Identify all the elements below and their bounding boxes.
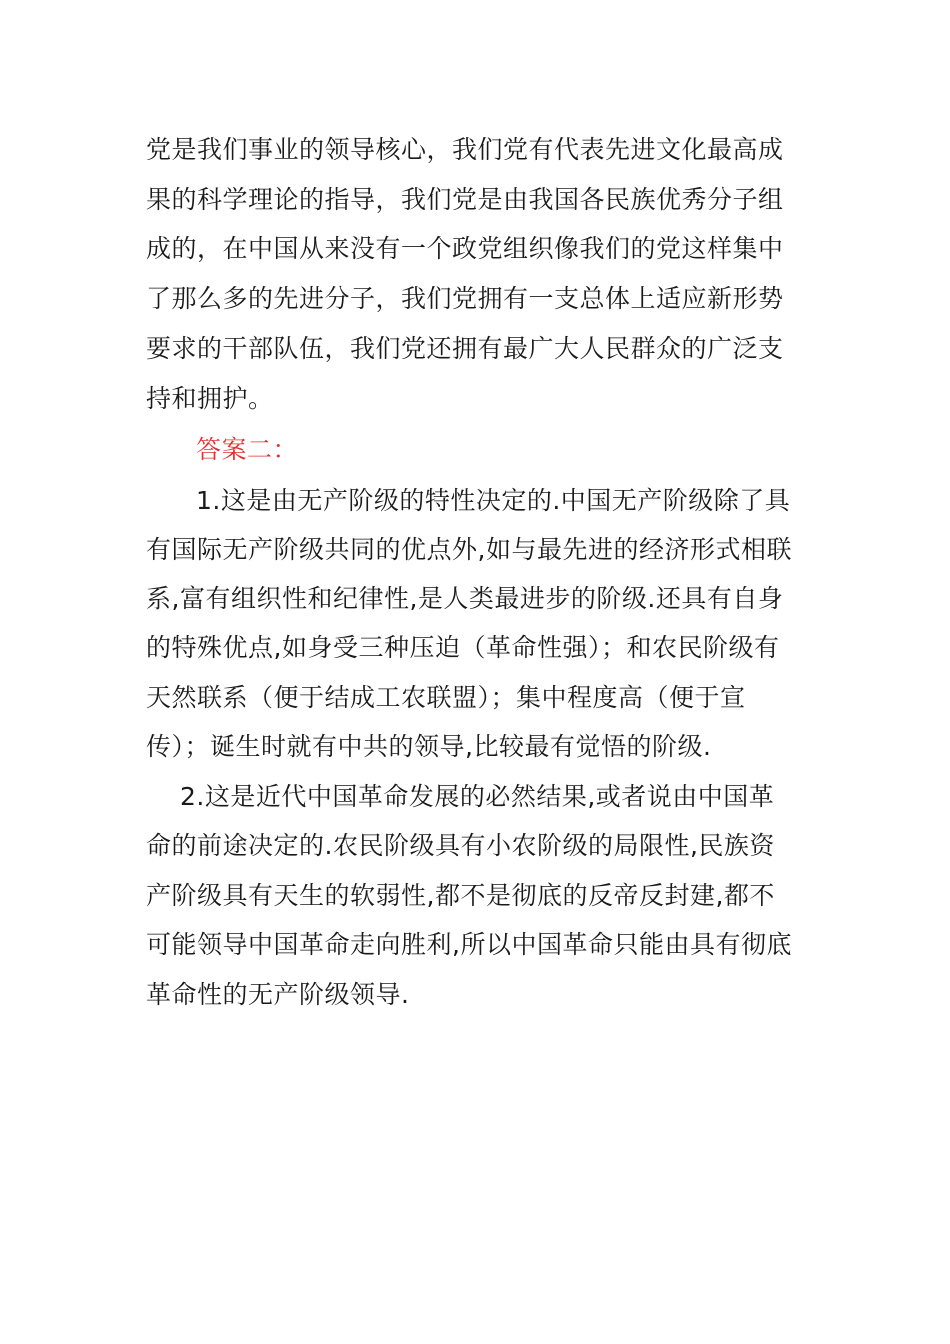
point-1-line-2: 有国际无产阶级共同的优点外,如与最先进的经济形式相联: [146, 535, 792, 564]
paragraph-1-line-1: 党是我们事业的领导核心，我们党有代表先进文化最高成: [146, 135, 784, 164]
point-1-line-1: 1.这是由无产阶级的特性决定的.中国无产阶级除了具: [196, 486, 791, 515]
paragraph-1-line-6: 持和拥护。: [146, 384, 274, 413]
point-1-line-5: 天然联系（便于结成工农联盟）；集中程度高（便于宣: [146, 683, 746, 712]
paragraph-1-line-3: 成的，在中国从来没有一个政党组织像我们的党这样集中: [146, 234, 784, 263]
paragraph-1-line-2: 果的科学理论的指导，我们党是由我国各民族优秀分子组: [146, 185, 784, 214]
point-2-line-5: 革命性的无产阶级领导.: [146, 980, 410, 1009]
point-2-line-4: 可能领导中国革命走向胜利,所以中国革命只能由具有彻底: [146, 930, 792, 959]
answer-two-heading: 答案二：: [196, 435, 299, 464]
paragraph-1-line-5: 要求的干部队伍，我们党还拥有最广大人民群众的广泛支: [146, 334, 784, 363]
point-1-line-4: 的特殊优点,如身受三种压迫（革命性强）；和农民阶级有: [146, 633, 780, 662]
point-1-line-3: 系,富有组织性和纪律性,是人类最进步的阶级.还具有自身: [146, 584, 784, 613]
point-2-line-2: 命的前途决定的.农民阶级具有小农阶级的局限性,民族资: [146, 831, 775, 860]
point-2-line-3: 产阶级具有天生的软弱性,都不是彻底的反帝反封建,都不: [146, 881, 775, 910]
paragraph-1-line-4: 了那么多的先进分子，我们党拥有一支总体上适应新形势: [146, 284, 784, 313]
point-1-line-6: 传）；诞生时就有中共的领导,比较最有觉悟的阶级.: [146, 732, 712, 761]
point-2-line-1: 2.这是近代中国革命发展的必然结果,或者说由中国革: [180, 782, 775, 811]
